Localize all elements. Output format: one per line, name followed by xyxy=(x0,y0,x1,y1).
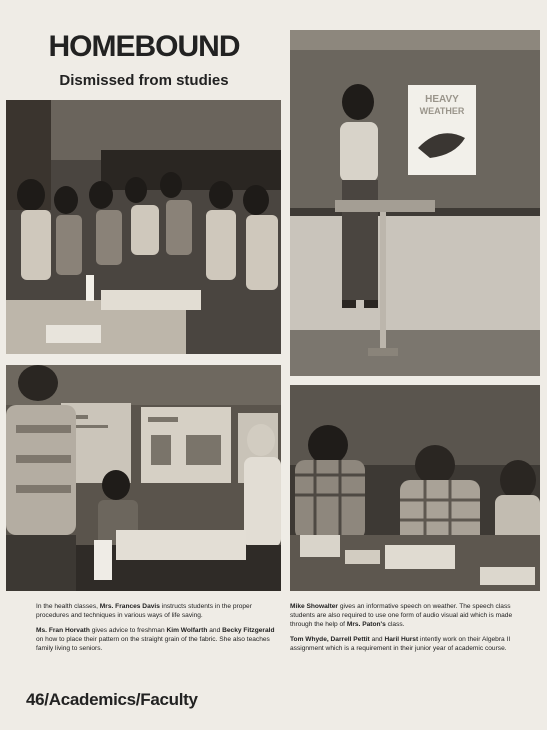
caption-sewing-post: on how to place their pattern on the straight grain of the fabric. She also teaches family living to seniors. xyxy=(36,636,270,652)
poster-heavy: HEAVY xyxy=(425,94,459,105)
caption-speech xyxy=(290,602,536,629)
caption-sewing-mid2: and xyxy=(209,627,221,634)
caption-health-post: instructs students in the proper procedures and techniques in various ways of life saving. xyxy=(36,603,252,619)
photo-algebra-class-image xyxy=(290,385,540,591)
caption-speech-name: Mike Showalter xyxy=(290,603,339,610)
page-folio: 46/Academics/Faculty xyxy=(26,690,198,709)
caption-algebra xyxy=(290,635,536,653)
caption-speech-name2: Mrs. Paton's xyxy=(346,621,386,628)
caption-sewing-mid1: gives advice to freshman xyxy=(91,627,165,634)
page-subtitle: Dismissed from studies xyxy=(59,72,229,89)
caption-algebra-post: intently work on their Algebra II assignment which is a requirement in their junior year of academic course. xyxy=(290,636,511,652)
caption-sewing-name1: Ms. Fran Horvath xyxy=(36,627,90,634)
caption-health-name: Mrs. Frances Davis xyxy=(99,603,160,610)
caption-sewing-name2: Kim Wolfarth xyxy=(166,627,208,634)
caption-algebra-mid: and xyxy=(371,636,383,643)
caption-algebra-name: Tom Whyde, Darrell Pettit xyxy=(290,636,370,643)
caption-sewing-name3: Becky Fitzgerald xyxy=(222,627,275,634)
photo-sewing-class-image xyxy=(6,365,281,591)
caption-health-pre: In the health classes, xyxy=(36,603,98,610)
caption-left xyxy=(36,602,280,659)
photo-sewing-class xyxy=(6,365,281,591)
caption-sewing xyxy=(36,626,280,653)
photo-health-class xyxy=(6,100,281,354)
caption-right xyxy=(290,602,536,659)
caption-speech-mid: gives an informative speech on weather. The speech class students are also required to use one form of audio visual aid which is made through the help of xyxy=(290,603,513,628)
caption-health xyxy=(36,602,280,620)
page-title: HOMEBOUND xyxy=(48,30,240,63)
caption-speech-post: class. xyxy=(387,621,405,628)
photo-speech-weather-image xyxy=(290,30,540,376)
photo-health-class-image xyxy=(6,100,281,354)
caption-algebra-name2: Haril Hurst xyxy=(384,636,419,643)
poster-weather: WEATHER xyxy=(419,106,465,116)
photo-algebra-class xyxy=(290,385,540,591)
photo-speech-weather xyxy=(290,30,540,376)
